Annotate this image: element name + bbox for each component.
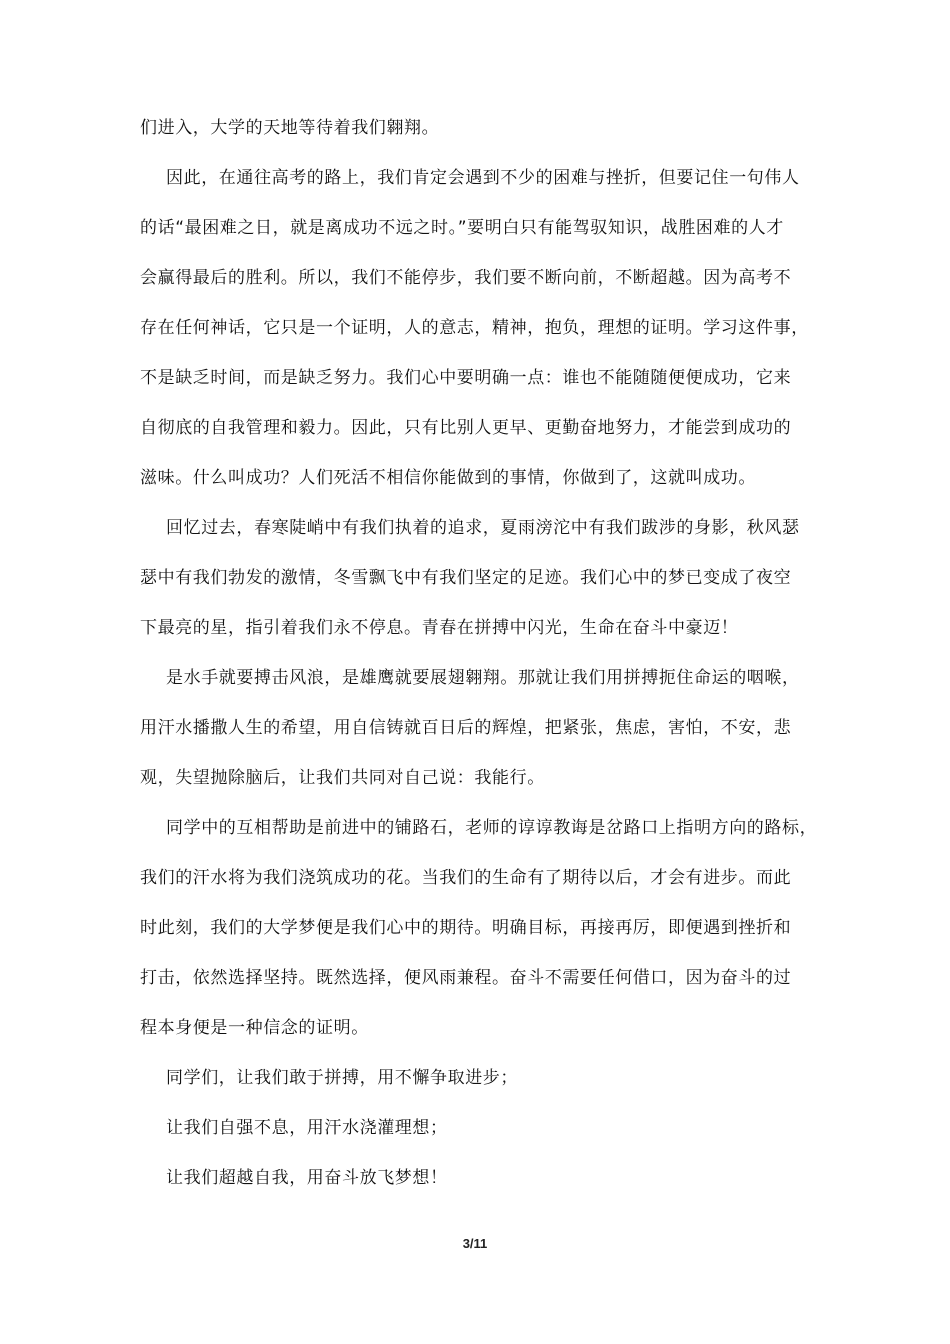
text-line: 们进入，大学的天地等待着我们翱翔。 <box>140 118 440 138</box>
text-line: 自彻底的自我管理和毅力。因此，只有比别人更早、更勤奋地努力，才能尝到成功的 <box>140 418 792 438</box>
text-line: 让我们超越自我，用奋斗放飞梦想！ <box>166 1168 448 1188</box>
text-line: 因此，在通往高考的路上，我们肯定会遇到不少的困难与挫折，但要记住一句伟人 <box>166 168 800 188</box>
text-line: 同学们，让我们敢于拼搏，用不懈争取进步； <box>166 1068 518 1088</box>
text-line: 回忆过去，春寒陡峭中有我们执着的追求，夏雨滂沱中有我们跋涉的身影，秋风瑟 <box>166 518 800 538</box>
text-line: 的话“最困难之日，就是离成功不远之时。”要明白只有能驾驭知识，战胜困难的人才 <box>140 218 784 238</box>
text-line: 观，失望抛除脑后，让我们共同对自己说：我能行。 <box>140 768 545 788</box>
text-line: 让我们自强不息，用汗水浇灌理想； <box>166 1118 448 1138</box>
text-line: 下最亮的星，指引着我们永不停息。青春在拼搏中闪光，生命在奋斗中豪迈！ <box>140 618 739 638</box>
text-line: 我们的汗水将为我们浇筑成功的花。当我们的生命有了期待以后，才会有进步。而此 <box>140 868 792 888</box>
page-number: 3/11 <box>462 1236 488 1251</box>
paragraph <box>140 503 830 653</box>
text-line: 不是缺乏时间，而是缺乏努力。我们心中要明确一点：谁也不能随随便便成功，它来 <box>140 368 792 388</box>
text-line: 存在任何神话，它只是一个证明，人的意志，精神，抱负，理想的证明。学习这件事， <box>140 318 809 338</box>
paragraph <box>140 1103 830 1153</box>
paragraph <box>140 103 830 153</box>
paragraph <box>140 1153 830 1203</box>
text-line: 会赢得最后的胜利。所以，我们不能停步，我们要不断向前，不断超越。因为高考不 <box>140 268 792 288</box>
text-line: 打击，依然选择坚持。既然选择，便风雨兼程。奋斗不需要任何借口，因为奋斗的过 <box>140 968 792 988</box>
text-line: 是水手就要搏击风浪，是雄鹰就要展翅翱翔。那就让我们用拼搏扼住命运的咽喉， <box>166 668 800 688</box>
paragraph <box>140 653 830 803</box>
text-line: 用汗水播撒人生的希望，用自信铸就百日后的辉煌，把紧张，焦虑，害怕，不安，悲 <box>140 718 792 738</box>
paragraph <box>140 153 830 503</box>
text-line: 瑟中有我们勃发的激情，冬雪飘飞中有我们坚定的足迹。我们心中的梦已变成了夜空 <box>140 568 792 588</box>
text-line: 时此刻，我们的大学梦便是我们心中的期待。明确目标，再接再厉，即便遇到挫折和 <box>140 918 792 938</box>
text-line: 程本身便是一种信念的证明。 <box>140 1018 369 1038</box>
text-line: 滋味。什么叫成功？人们死活不相信你能做到的事情，你做到了，这就叫成功。 <box>140 468 756 488</box>
document-body <box>140 103 830 1203</box>
text-line: 同学中的互相帮助是前进中的铺路石，老师的谆谆教诲是岔路口上指明方向的路标， <box>166 818 818 838</box>
paragraph <box>140 803 830 1053</box>
paragraph <box>140 1053 830 1103</box>
